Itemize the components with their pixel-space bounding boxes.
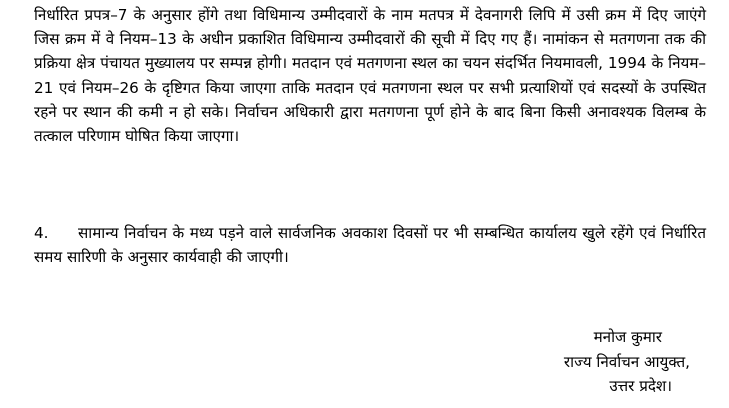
signatory-designation: राज्य निर्वाचन आयुक्त,: [563, 352, 690, 371]
paragraph-holidays: [34, 221, 706, 269]
signatory-name: मनोज कुमार: [593, 328, 662, 346]
paragraph-holidays-text: सामान्य निर्वाचन के मध्य पड़ने वाले सार्वजनिक अवकाश दिवसों पर भी सम्बन्धित कार्यालय खुले रहेंगे एवं निर्धारित समय सारिणी के अनुसार कार्यवाही की जाएगी।: [34, 224, 706, 267]
signature-block: [564, 325, 690, 399]
paragraph-number: 4.: [34, 224, 49, 242]
signatory-state: उत्तर प्रदेश।: [609, 377, 672, 396]
paragraph-election-process: निर्धारित प्रपत्र–7 के अनुसार होंगे तथा विधिमान्य उम्मीदवारों के नाम मतपत्र में देवनागरी लिपि में उसी क्रम में दिए जाएंगे जिस क्रम में वे नियम–13 के अधीन प्रकाशित विधिमान्य उम्मीदवारों की सूची में दिए गए हैं। नामांकन से मतगणना तक की प्रक्रिया क्षेत्र पंचायत मुख्यालय पर सम्पन्न होगी। मतदान एवं मतगणना स्थल का चयन संदर्भित नियमावली, 1994 के नियम–21 एवं नियम–26 के दृष्टिगत किया जाएगा ताकि मतदान एवं मतगणना स्थल पर सभी प्रत्याशियों एवं सदस्यों के उपस्थित रहने पर स्थान की कमी न हो सके। निर्वाचन अधिकारी द्वारा मतगणना पूर्ण होने के बाद बिना किसी अनावश्यक विलम्ब के तत्काल परिणाम घोषित किया जाएगा।: [34, 6, 706, 146]
